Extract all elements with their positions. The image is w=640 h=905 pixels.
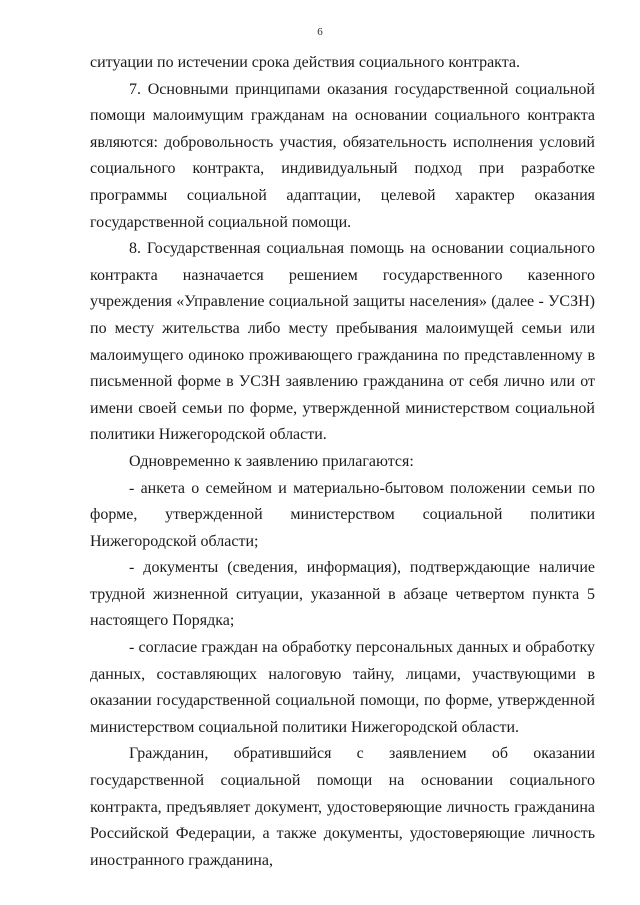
- page-number: 6: [317, 26, 323, 38]
- paragraph-item-8: 8. Государственная социальная помощь на основании социального контракта назначается решением государственного казенного учреждения «Управление социальной защиты населения» (далее - УСЗН) по месту жительства либо месту пребывания малоимущей семьи или малоимущего одиноко проживающего гражданина по представленному в письменной форме в УСЗН заявлению гражданина от себя лично или от имени своей семьи по форме, утвержденной министерством социальной политики Нижегородской области.: [90, 240, 595, 444]
- paragraph-item-7: 7. Основными принципами оказания государственной социальной помощи малоимущим гражданам на основании социального контракта являются: добровольность участия, обязательность исполнения условий социального контракта, индивидуальный подход при разработке программы социальной адаптации, целевой характер оказания государственной социальной помощи.: [90, 80, 595, 231]
- list-item-questionnaire: - анкета о семейном и материально-бытовом положении семьи по форме, утвержденной министерством социальной политики Нижегородской области;: [90, 479, 595, 550]
- paragraph-continuation: ситуации по истечении срока действия социального контракта.: [90, 54, 521, 71]
- list-item-consent: - согласие граждан на обработку персональных данных и обработку данных, составляющих налоговую тайну, лицами, участвующими в оказании государственной социальной помощи, по форме, утвержденной министерством социальной политики Нижегородской области.: [90, 639, 595, 736]
- paragraph-attachments-intro: Одновременно к заявлению прилагаются:: [129, 452, 414, 470]
- document-body: [90, 50, 595, 874]
- paragraph-identity-documents: Гражданин, обратившийся с заявлением об оказании государственной социальной помощи на основании социального контракта, предъявляет документ, удостоверяющие личность гражданина Российской Федерации, а также документы, удостоверяющие личность иностранного гражданина,: [90, 745, 595, 869]
- list-item-documents: - документы (сведения, информация), подтверждающие наличие трудной жизненной ситуации, указанной в абзаце четвертом пункта 5 настоящего Порядка;: [90, 559, 595, 630]
